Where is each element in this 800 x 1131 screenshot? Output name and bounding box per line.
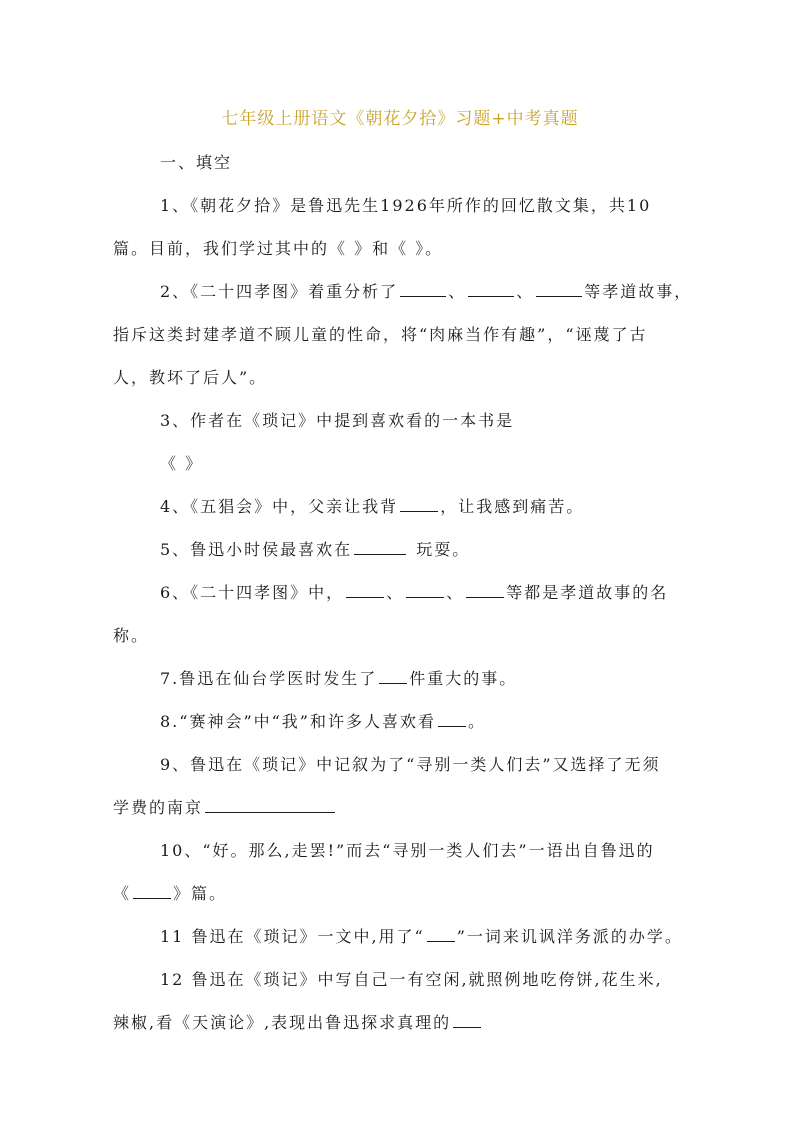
answer-blank[interactable]	[346, 583, 384, 598]
answer-blank[interactable]	[400, 497, 438, 512]
answer-blank[interactable]	[406, 583, 444, 598]
answer-blank[interactable]	[466, 583, 504, 598]
page-title: 七年级上册语文《朝花夕拾》习题+中考真题	[221, 109, 579, 129]
question-9-line-1: 9、鲁迅在《琐记》中记叙为了“寻别一类人们去”又选择了无须	[160, 755, 661, 774]
answer-blank[interactable]	[379, 669, 407, 684]
question-10-line-2: 《 》篇。	[113, 884, 228, 903]
question-2-line-3: 人，教坏了后人”。	[113, 368, 268, 387]
answer-blank[interactable]	[438, 712, 466, 727]
question-5: 5、鲁迅小时侯最喜欢在 玩耍。	[160, 540, 471, 559]
question-2-line-1: 2、《二十四孝图》着重分析了 、 、 等孝道故事，	[160, 282, 693, 301]
question-1-line-2: 篇。目前，我们学过其中的《 》和《 》。	[113, 239, 444, 258]
question-4: 4、《五猖会》中，父亲让我背 ，让我感到痛苦。	[160, 497, 585, 516]
question-3-line-2: 《 》	[160, 454, 204, 473]
question-7: 7.鲁迅在仙台学医时发生了 件重大的事。	[160, 669, 518, 688]
question-1-line-1: 1、《朝花夕拾》是鲁迅先生1926年所作的回忆散文集，共10	[160, 196, 652, 215]
question-12-line-2: 辣椒,看《天演论》,表现出鲁迅探求真理的	[113, 1010, 483, 1033]
answer-blank[interactable]	[400, 282, 446, 297]
answer-blank[interactable]	[427, 927, 455, 942]
question-12-line-1: 12 鲁迅在《琐记》中写自己一有空闲,就照例地吃侉饼,花生米,	[160, 970, 663, 989]
answer-blank[interactable]	[205, 798, 335, 813]
question-11: 11 鲁迅在《琐记》一文中,用了“ ”一词来讥讽洋务派的办学。	[160, 927, 683, 946]
answer-blank[interactable]	[133, 884, 171, 899]
question-9-line-2: 学费的南京	[113, 795, 337, 818]
question-6-line-1: 6、《二十四孝图》中， 、 、 等都是孝道故事的名	[160, 583, 669, 602]
answer-blank[interactable]	[354, 540, 406, 555]
question-6-line-2: 称。	[113, 626, 150, 645]
answer-blank[interactable]	[468, 282, 514, 297]
section-heading: 一、填空	[160, 153, 233, 172]
question-2-line-2: 指斥这类封建孝道不顾儿童的性命，将“肉麻当作有趣”，“诬蔑了古	[113, 325, 648, 344]
answer-blank[interactable]	[453, 1013, 481, 1028]
question-3-line-1: 3、作者在《琐记》中提到喜欢看的一本书是	[160, 411, 515, 430]
question-10-line-1: 10、“好。那么,走罢!”而去“寻别一类人们去”一语出自鲁迅的	[160, 841, 655, 860]
answer-blank[interactable]	[536, 282, 582, 297]
question-8: 8.“赛神会”中“我”和许多人喜欢看 。	[160, 712, 487, 731]
